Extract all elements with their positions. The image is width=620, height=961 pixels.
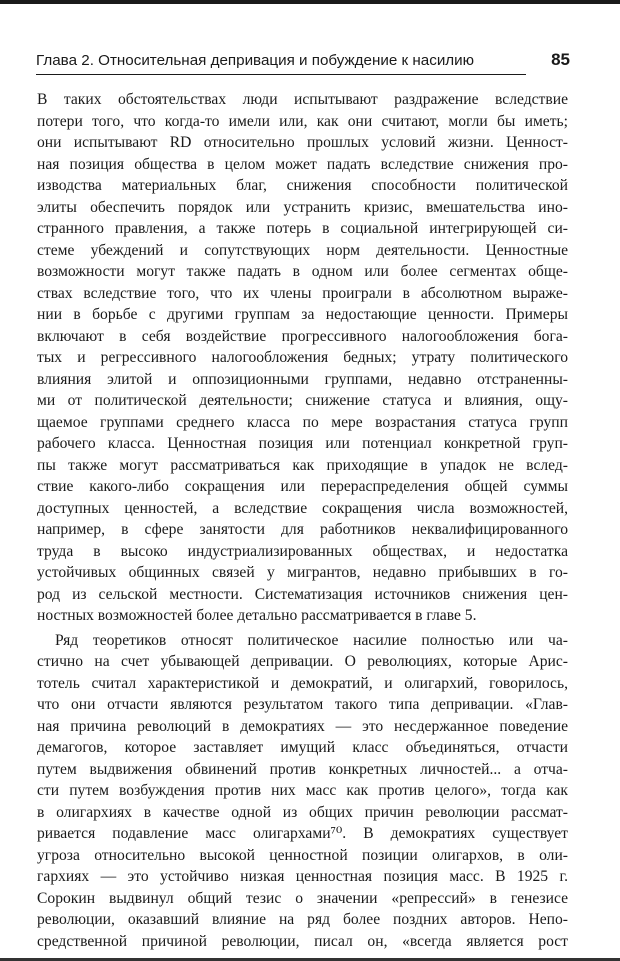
text-line: гархиях — это устойчиво низкая ценностная позиция масс. В 1925 г. — [37, 868, 568, 885]
paragraph — [37, 89, 568, 627]
running-title: Глава 2. Относительная депривация и побуждение к насилию — [36, 52, 526, 75]
text-line: влияния элитой и оппозиционными группами, недавно отстраненны- — [37, 370, 568, 388]
text-line: тотель считал характеристикой и демократий, и олигархий, говорилось, — [37, 674, 568, 692]
top-border-rule — [0, 0, 620, 4]
text-line: ная позиция общества в целом может падать вследствие снижения про- — [37, 155, 568, 173]
paragraph-container — [37, 89, 568, 952]
text-line: ствие какого-либо сокращения или перераспределения общей суммы — [37, 478, 568, 495]
text-line: Ряд теоретиков относят политическое насилие полностью или ча- — [55, 631, 568, 649]
text-line: демагогов, которое заставляет имущий класс объединяться, отчасти — [37, 739, 568, 756]
text-line: тых и регрессивного налогообложения бедных; утрату политического — [37, 349, 568, 366]
text-line: изводства материальных благ, снижения способности политической — [37, 177, 568, 194]
text-line: ная причина революций в демократиях — это несдержанное поведение — [37, 717, 568, 735]
text-line: возможности могут также падать в одном или более сегментах обще- — [37, 263, 568, 280]
text-line: стично на счет убывающей депривации. О революциях, которые Арис- — [37, 653, 568, 670]
text-line: угроза относительно высокой ценностной позиции олигархов, в оли- — [37, 846, 568, 864]
text-line: род из сельской местности. Систематизация источников снижения цен- — [37, 585, 568, 603]
text-line: революции, оказавший влияние на ряд более поздних авторов. Непо- — [37, 911, 568, 928]
running-head — [36, 50, 570, 74]
text-line: потери того, что когда-то имели или, как они считают, могли бы иметь; — [37, 112, 568, 130]
text-line: включают в себя воздействие прогрессивного налогообложения бога- — [37, 327, 568, 345]
text-line: рабочего класса. Ценностная позиция или потенциал конкретной груп- — [37, 435, 568, 452]
text-line: доступных ценностей, а вследствие сокращения числа возможностей, — [37, 499, 568, 517]
text-line: что они отчасти являются результатом такого типа депривации. «Глав- — [37, 696, 568, 713]
paragraph — [37, 630, 568, 953]
text-line: щаемое группами среднего класса по мере возрастания статуса групп — [37, 413, 568, 431]
text-line: путем выдвижения обвинений против конкретных личностей... а отча- — [37, 760, 568, 778]
text-line: ривается подавление масс олигархами⁷⁰. В демократиях существует — [37, 825, 568, 842]
text-line: стеме убеждений и сопутствующих норм деятельности. Ценностные — [37, 241, 568, 259]
text-line: ностных возможностей более детально рассматривается в главе 5. — [37, 607, 477, 624]
text-line: устойчивых общинных связей у мигрантов, недавно прибывших в го- — [37, 564, 568, 581]
text-line: Сорокин выдвинул общий тезис о значении «репрессий» в генезисе — [37, 889, 568, 907]
text-line: В таких обстоятельствах люди испытывают раздражение вследствие — [37, 91, 568, 108]
text-line: элиты обеспечить порядок или устранить кризис, вмешательства ино- — [37, 198, 568, 216]
text-line: странного правления, а также потерь в социальной интегрирующей си- — [37, 220, 568, 237]
text-line: средственной причиной революции, писал он, «всегда является рост — [37, 932, 568, 950]
text-line: сти путем возбуждения против них масс как против целого», тогда как — [37, 782, 568, 799]
text-line: ми от политической деятельности; снижение статуса и влияния, ощу- — [37, 392, 568, 409]
text-line: например, в сфере занятости для работников неквалифицированного — [37, 521, 568, 538]
text-line: пы также могут рассматриваться как приходящие в упадок не вслед- — [37, 456, 568, 474]
body-text — [37, 89, 568, 952]
text-line: они испытывают RD относительно прошлых условий жизни. Ценност- — [37, 134, 568, 151]
text-line: нии в борьбе с другими группам за недостающие ценности. Примеры — [37, 306, 568, 323]
text-line: в олигархиях в качестве одной из общих причин революции рассмат- — [37, 803, 568, 821]
text-line: труда в высоко индустриализированных обществах, и недостатка — [37, 542, 568, 560]
text-line: ствах вследствие того, что их члены проиграли в абсолютном выраже- — [37, 284, 568, 302]
page-number: 85 — [551, 50, 570, 69]
